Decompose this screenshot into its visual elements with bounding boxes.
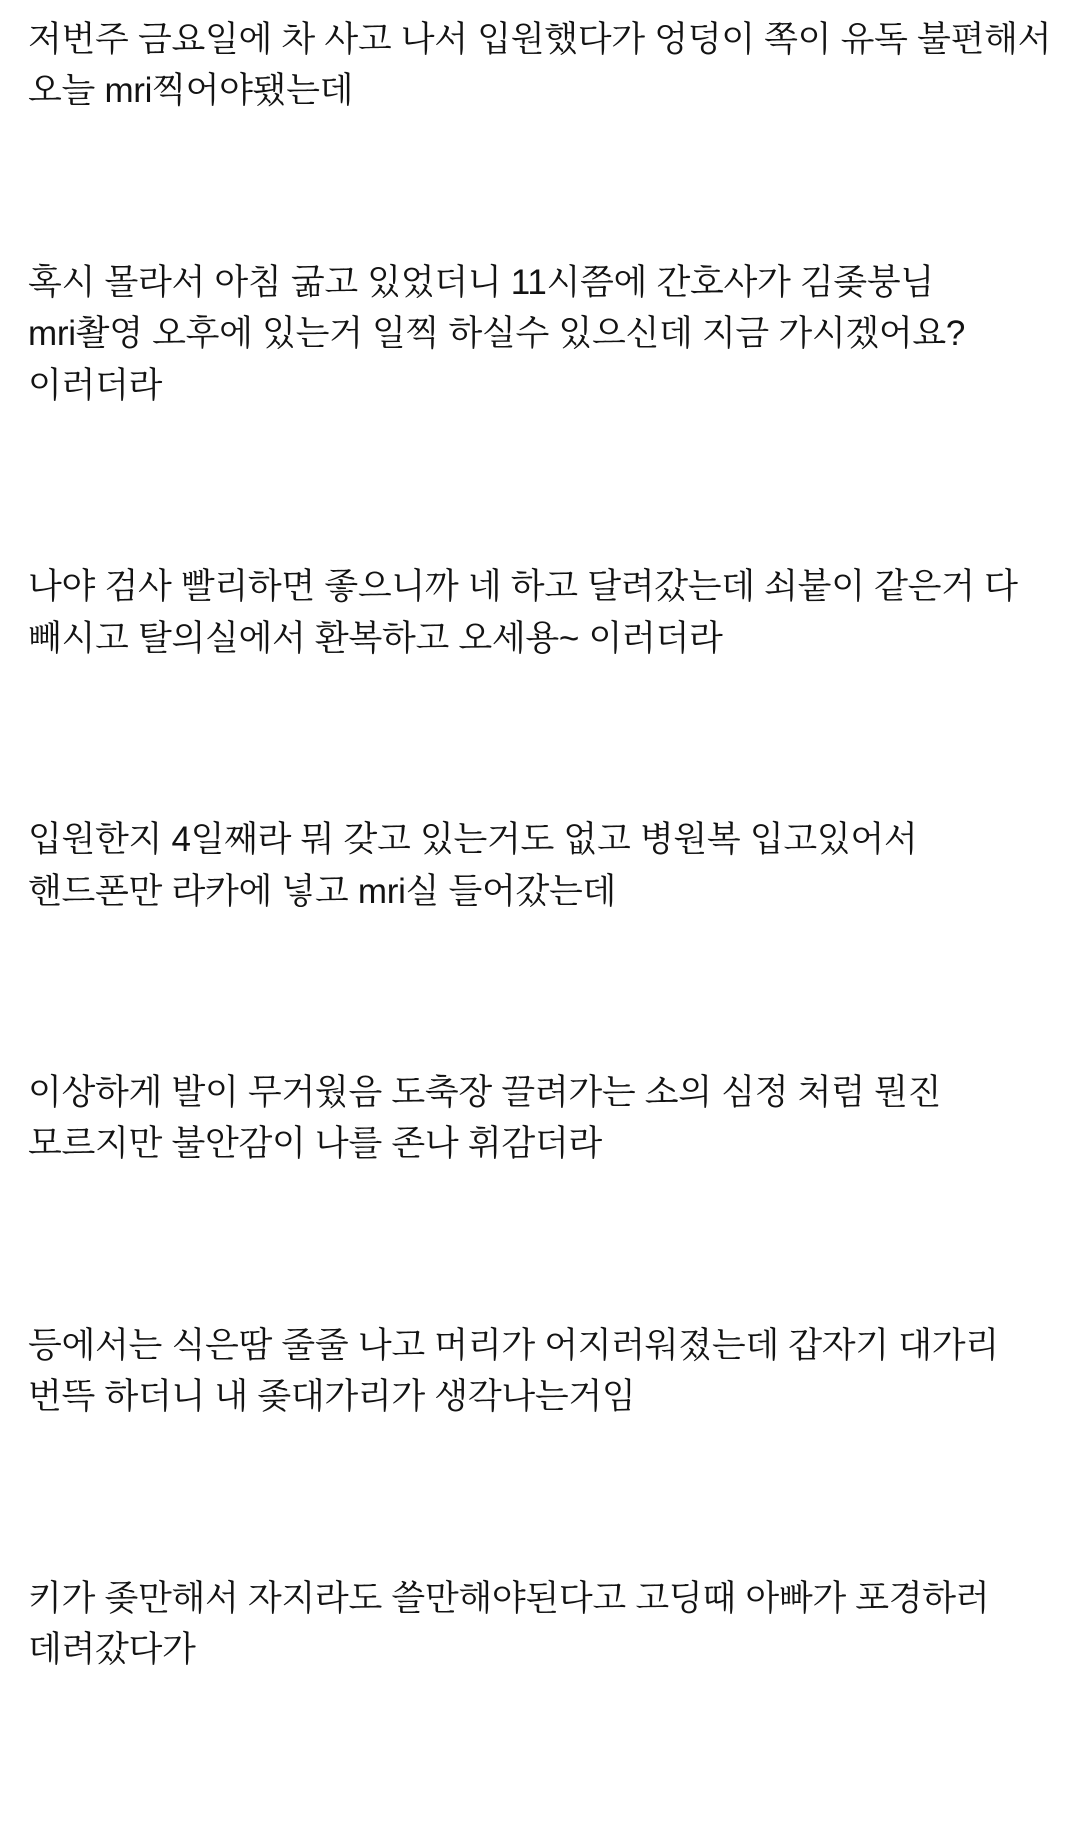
paragraph-6: 등에서는 식은땀 줄줄 나고 머리가 어지러워졌는데 갑자기 대가리 번뜩 하더니 내 좆대가리가 생각나는거임: [28, 1325, 1009, 1417]
paragraph-spacer: [28, 917, 1052, 1067]
paragraph-spacer: [28, 664, 1052, 814]
paragraph-2: 혹시 몰라서 아침 굶고 있었더니 11시쯤에 간호사가 김좆붕님 mri촬영 오후에 있는거 일찍 하실수 있으신데 지금 가시겠어요? 이러더라: [28, 262, 975, 405]
paragraph-3: 나야 검사 빨리하면 좋으니까 네 하고 달려갔는데 쇠붙이 같은거 다 빼시고 탈의실에서 환복하고 오세용~ 이러더라: [28, 567, 1028, 658]
paragraph-7: 키가 좆만해서 자지라도 쓸만해야된다고 고딩때 아빠가 포경하러 데려갔다가: [28, 1578, 999, 1670]
paragraph-5: 이상하게 발이 무거웠음 도축장 끌려가는 소의 심정 처럼 뭔진 모르지만 불안감이 나를 존나 휘감더라: [28, 1072, 951, 1164]
paragraph-spacer: [28, 1170, 1052, 1320]
paragraph-spacer: [28, 117, 1052, 257]
paragraph-spacer: [28, 1423, 1052, 1573]
paragraph-spacer: [28, 411, 1052, 561]
paragraph-4: 입원한지 4일째라 뭐 갖고 있는거도 없고 병원복 입고있어서 핸드폰만 라카에 넣고 mri실 들어갔는데: [28, 820, 927, 911]
paragraph-1: 저번주 금요일에 차 사고 나서 입원했다가 엉덩이 쪽이 유독 불편해서 오늘 mri찍어야됐는데: [28, 20, 1061, 111]
